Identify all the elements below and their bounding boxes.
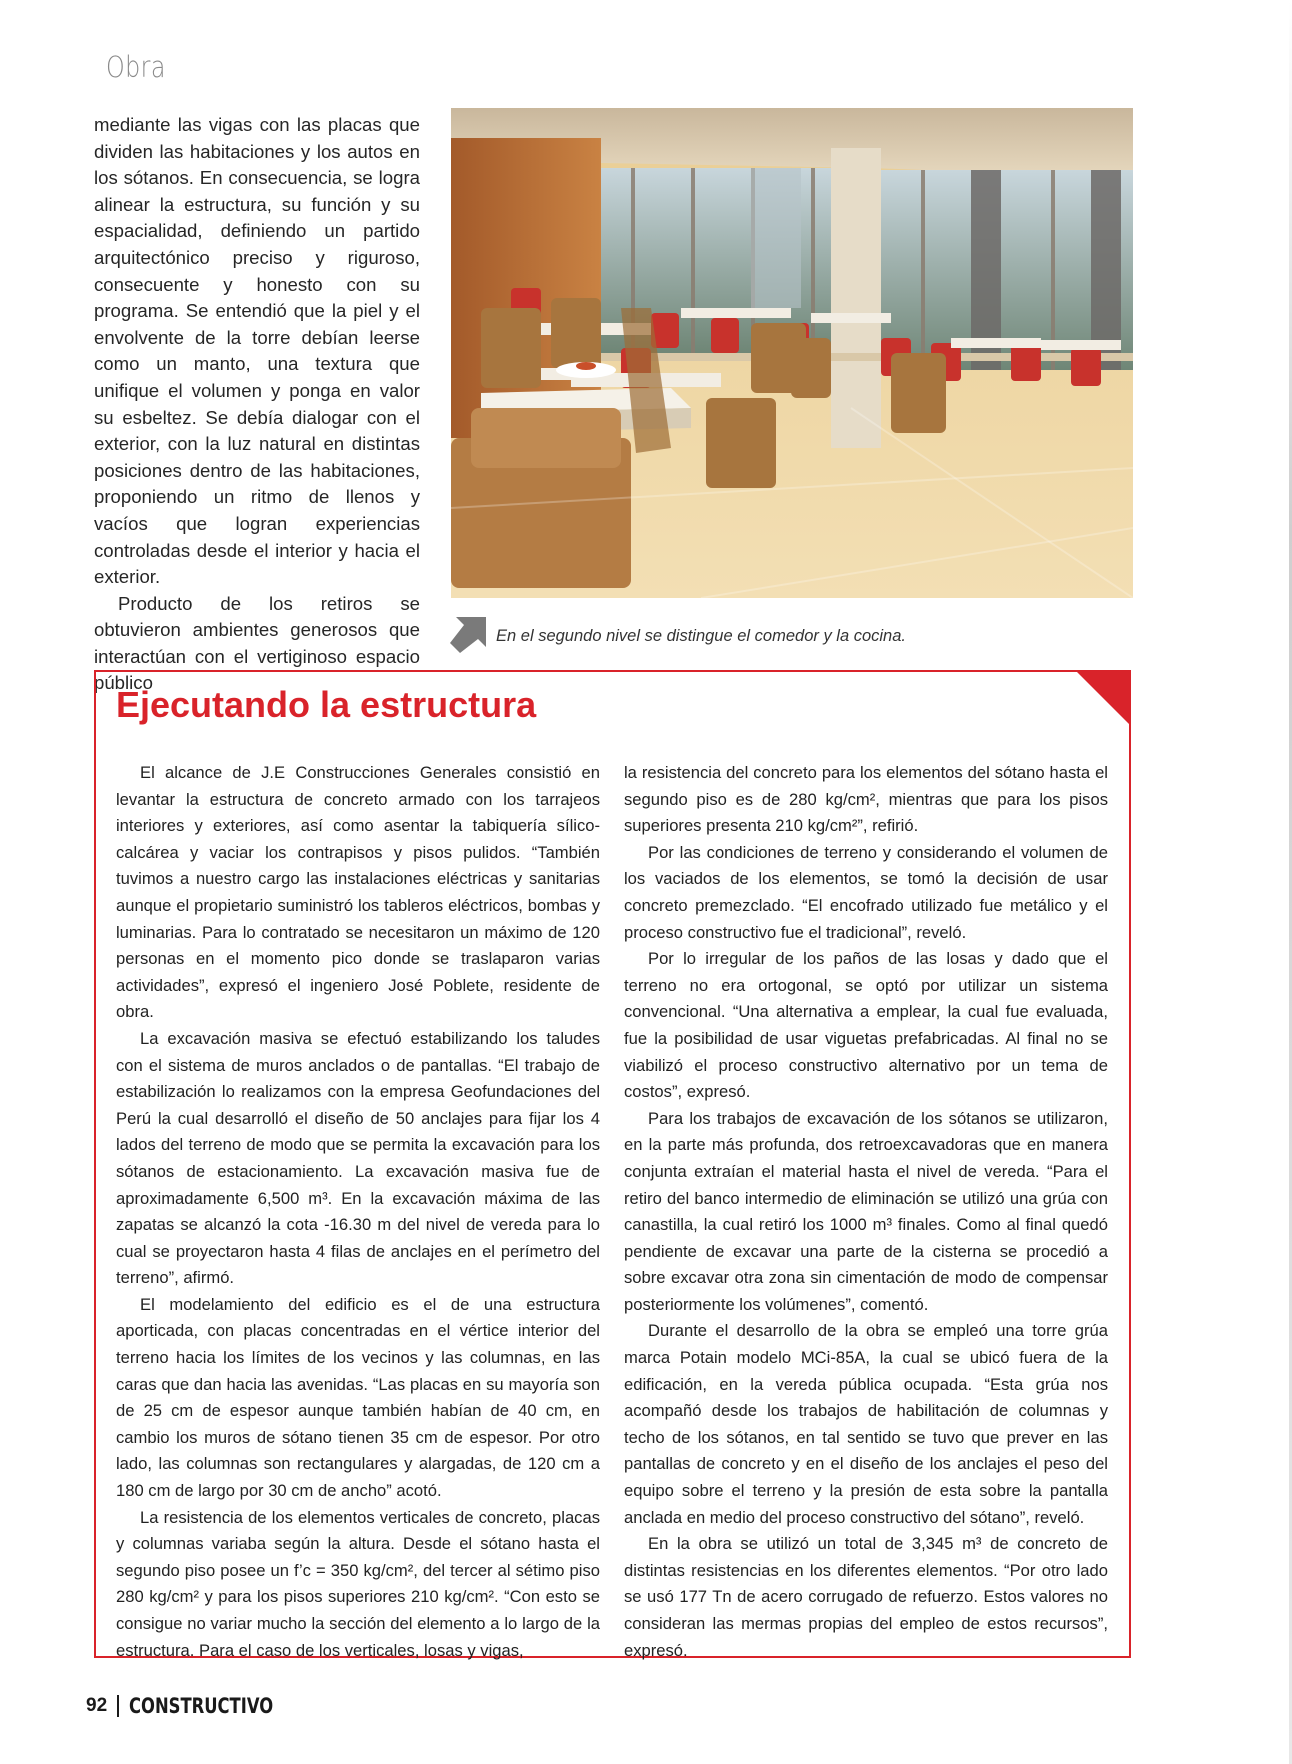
- section-label: Obra: [106, 50, 166, 84]
- sidebar-box: [94, 670, 1131, 1658]
- body-paragraph: Durante el desarrollo de la obra se empleó una torre grúa marca Potain modelo MCi-85A, la cual se ubicó fuera de la edificación, en la vereda pública ocupada. “Esta grúa nos acompañó desde los trabajos de habilitación de columnas y techo de los sótanos, en tal sentido se tuvo que prever en las pantallas de concreto y en el diseño de los anclajes el peso del equipo sobre el terreno y la presión de esta sobre la pantalla anclada en medio del proceso constructivo del sótano”, reveló.: [624, 1321, 1108, 1527]
- magazine-name: CONSTRUCTIVO: [128, 1694, 273, 1718]
- page-number: 92: [86, 1695, 108, 1716]
- box-title: Ejecutando la estructura: [116, 684, 537, 725]
- body-paragraph: En la obra se utilizó un total de 3,345 m³ de concreto de distintas resistencias en los diferentes elementos. “Por otro lado se usó 177 Tn de acero corrugado de refuerzo. Estos valores no consideran las mermas propias del empleo de estos recursos”, expresó.: [624, 1534, 1108, 1660]
- corner-triangle-icon: [1075, 670, 1131, 726]
- intro-column: [94, 112, 420, 697]
- body-paragraph: Para los trabajos de excavación de los sótanos se utilizaron, en la parte más profunda, dos retroexcavadoras que en manera conjunta extraían el material hasta el nivel de vereda. “Para el retiro del banco intermedio de eliminación se utilizó una grúa con canastilla, la cual retiró los 1000 m³ finales. Como al final quedó pendiente de excavar una parte de la cisterna se procedió a sobre excavar otra zona sin cimentación de modo de compensar posteriormente los volúmenes”, comentó.: [624, 1108, 1108, 1314]
- intro-paragraph: Producto de los retiros se obtuvieron ambientes generosos que interactúan con el vertiginoso espacio público: [94, 592, 420, 694]
- box-left-column: [116, 760, 600, 1664]
- body-paragraph: la resistencia del concreto para los elementos del sótano hasta el segundo piso es de 280 kg/cm², mientras que para los pisos superiores presenta 210 kg/cm²”, refirió.: [624, 763, 1108, 836]
- body-paragraph: Por lo irregular de los paños de las losas y dado que el terreno no era ortogonal, se optó por utilizar un sistema convencional. “Una alternativa a emplear, la cual fue evaluada, fue la posibilidad de usar viguetas prefabricadas. Al final no se viabilizó el proceso constructivo alternativo por un tema de costos”, expresó.: [624, 949, 1108, 1102]
- body-paragraph: La resistencia de los elementos verticales de concreto, placas y columnas variaba según la altura. Desde el sótano hasta el segundo piso posee un f’c = 350 kg/cm², del tercer al sétimo piso 280 kg/cm² y para los pisos superiores 210 kg/cm². “Con esto se consigue no variar mucho la sección del elemento a lo largo de la estructura. Para el caso de los verticales, losas y vigas,: [116, 1507, 600, 1660]
- body-paragraph: Por las condiciones de terreno y considerando el volumen de los vaciados de los elementos, se tomó la decisión de usar concreto premezclado. “El encofrado utilizado fue metálico y el proceso constructivo fue el tradicional”, reveló.: [624, 842, 1108, 942]
- footer-divider: [117, 1695, 119, 1717]
- photo-caption: En el segundo nivel se distingue el comedor y la cocina.: [496, 627, 906, 645]
- body-paragraph: El modelamiento del edificio es el de una estructura aporticada, con placas concentradas en el vértice interior del terreno hacia los límites de los vecinos y las columnas, en las caras que dan hacia las avenidas. “Las placas en su mayoría son de 25 cm de espesor aunque también habían de 40 cm, en cambio los muros de sótano tienen 35 cm de espesor. Por otro lado, las columnas son rectangulares y alargadas, de 120 cm a 180 cm de largo por 30 cm de ancho” acotó.: [116, 1294, 600, 1501]
- body-paragraph: La excavación masiva se efectuó estabilizando los taludes con el sistema de muros anclados o de pantallas. “El trabajo de estabilización lo realizamos con la empresa Geofundaciones del Perú la cual desarrolló el diseño de 50 anclajes para fijar los 4 lados del terreno de modo que se permita la excavación para los sótanos de estacionamiento. La excavación masiva fue de aproximadamente 6,500 m³. En la excavación máxima de las zapatas se alcanzó la cota -16.30 m del nivel de vereda para lo cual se proyectaron hasta 4 filas de anclajes en el perímetro del terreno”, afirmó.: [116, 1028, 600, 1288]
- body-paragraph: El alcance de J.E Construcciones Generales consistió en levantar la estructura de concreto armado con los tarrajeos interiores y exteriores, así como asentar la tabiquería sílico-calcárea y vaciar los contrapisos y pisos pulidos. “También tuvimos a nuestro cargo las instalaciones eléctricas y sanitarias aunque el propietario suministró los tableros eléctricos, bombas y luminarias. Para lo contratado se necesitaron un máximo de 120 personas en el momento pico donde se traslaparon varias actividades”, expresó el ingeniero José Poblete, residente de obra.: [116, 763, 600, 1022]
- page-footer: [86, 1694, 313, 1718]
- intro-paragraph: mediante las vigas con las placas que dividen las habitaciones y los autos en los sótanos. En consecuencia, se logra alinear la estructura, su función y su espacialidad, definiendo un partido arquitectónico preciso y riguroso, consecuente y honesto con su programa. Se entendió que la piel y el envolvente de la torre debían leerse como un manto, una textura que unifique el volumen y ponga en valor su esbeltez. Se debía dialogar con el exterior, con la luz natural en distintas posiciones dentro de las habitaciones, proponiendo un ritmo de llenos y vacíos que logran experiencias controladas desde el interior y hacia el exterior.: [94, 114, 420, 588]
- arrow-up-right-icon: [450, 617, 486, 653]
- box-right-column: [624, 760, 1108, 1664]
- restaurant-photo: [451, 108, 1133, 598]
